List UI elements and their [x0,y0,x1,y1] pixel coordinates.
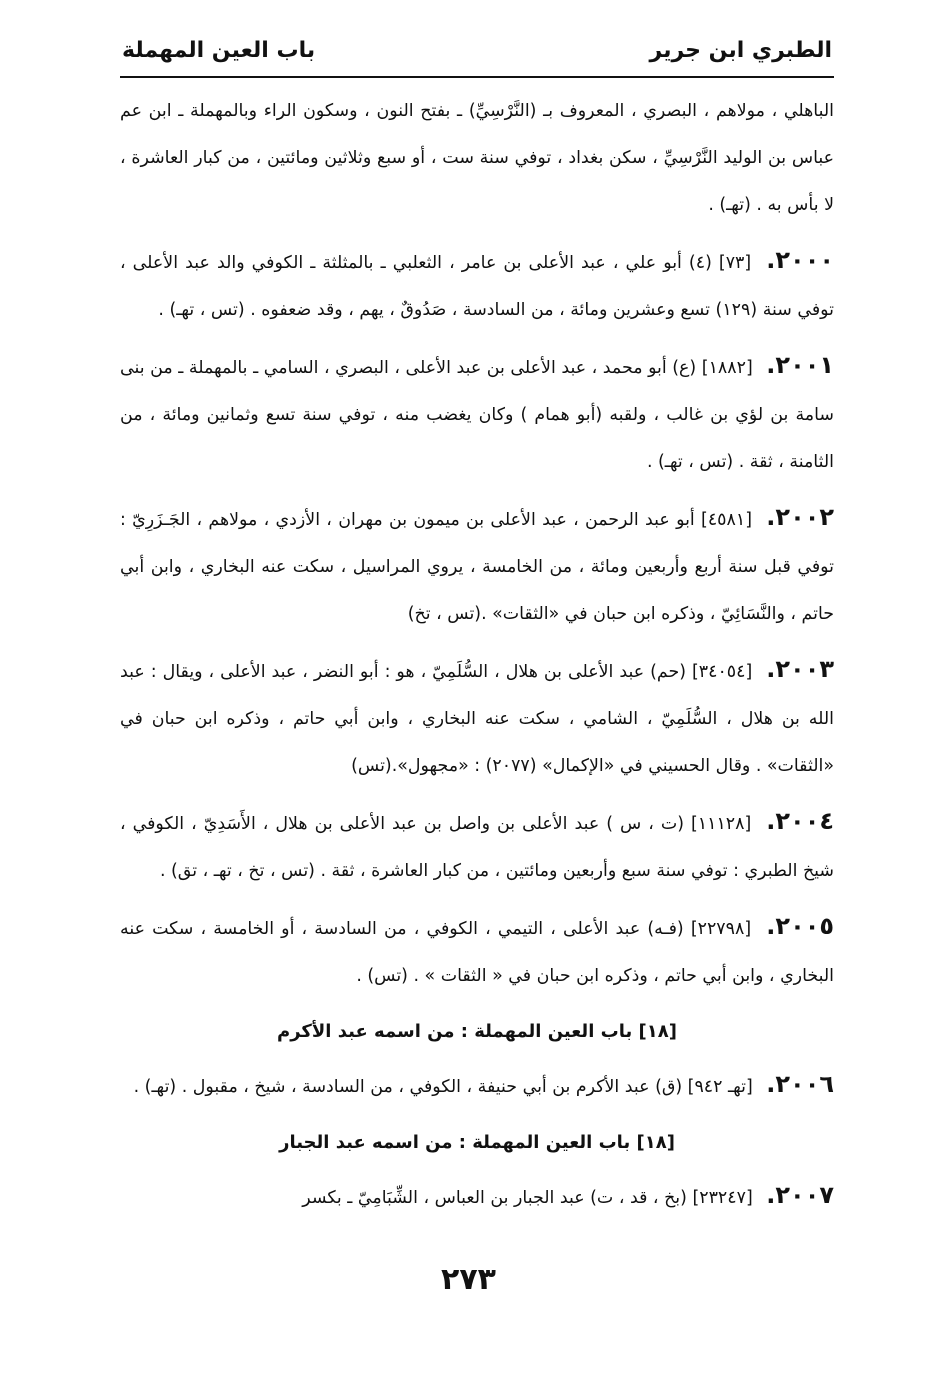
entry-number: ٢٠٠٧. [766,1181,834,1209]
page-number: ٢٧٣ [441,1262,496,1297]
entry-text: [٤٥٨١] أبو عبد الرحمن ، عبد الأعلى بن ميمون بن مهران ، الأزدي ، مولاهم ، الجَـزَرِيّ : توفي قبل سنة أربع وأربعين ومائة ، من الخامسة ، يروي المراسيل ، سكت عنه البخاري ، وابن أبي حاتم ، والنَّسَائِيّ ، وذكره ابن حبان في «الثقات» .(تس ، تخ) [120,510,834,624]
entry-number: ٢٠٠٤. [766,807,834,835]
entry-2003 [120,646,834,790]
entry-2002 [120,494,834,638]
entry-2007 [120,1172,834,1222]
page-body [120,88,834,1230]
header-divider [120,76,834,78]
entry-2000 [120,237,834,334]
entry-text: [٧٣] (٤) أبو علي ، عبد الأعلى بن عامر ، الثعلبي ـ بالمثلثة ـ الكوفي والد عبد الأعلى ، توفي سنة (١٢٩) تسع وعشرين ومائة ، من السادسة ، صَدُوقٌ ، يهم ، وقد ضعفوه . (تس ، تهـ) . [120,253,834,320]
entry-number: ٢٠٠٥. [766,912,835,940]
section-heading-abd-al-jabbar: [١٨] باب العين المهملة : من اسمه عبد الجبار [279,1132,675,1153]
continued-entry-text: الباهلي ، مولاهم ، البصري ، المعروف بـ (النَّرْسِيِّ) ـ بفتح النون ، وسكون الراء وبالمهملة ـ ابن عم عباس بن الوليد النَّرْسِيِّ ، سكن بغداد ، توفي سنة ست ، أو سبع وثلاثين ومائتين ، من كبار العاشرة ، لا بأس به . (تهـ) . [120,101,834,215]
running-title-right: الطبري ابن جرير [649,37,832,63]
entry-number: ٢٠٠٢. [766,503,835,531]
entry-2001 [120,342,834,486]
entry-number: ٢٠٠٦. [766,1070,834,1098]
entry-number: ٢٠٠١. [766,351,835,379]
entry-number: ٢٠٠٣. [766,655,834,683]
entry-text: [تهـ ٩٤٢] (ق) عبد الأكرم بن أبي حنيفة ، الكوفي ، من السادسة ، شيخ ، مقبول . (تهـ) . [133,1077,753,1097]
entry-2005 [120,903,834,1000]
entry-text: [٣٤٠٥٤] (حم) عبد الأعلى بن هلال ، السُّلَمِيّ ، هو : أبو النضر ، عبد الأعلى ، ويقال : عبد الله بن هلال ، السُّلَمِيّ ، الشامي ، سكت عنه البخاري ، وابن أبي حاتم ، وذكره ابن حبان في «الثقات» . وقال الحسيني في «الإكمال» (٢٠٧٧) : «مجهول».(تس) [120,662,834,776]
entry-2004 [120,798,834,895]
entry-text: [٢٣٢٤٧] (بخ ، قد ، ت) عبد الجبار بن العباس ، الشِّبَامِيّ ـ بكسر [302,1188,753,1208]
page-header [122,28,832,72]
entry-text: [١٨٨٢] (ع) أبو محمد ، عبد الأعلى بن عبد الأعلى ، البصري ، السامي ـ بالمهملة ـ من بنى سامة بن لؤي بن غالب ، ولقبه (أبو همام ) وكان يغضب منه ، توفي سنة تسع وثمانين ومائة ، من الثامنة ، ثقة . (تس ، تهـ) . [120,358,834,472]
section-heading-abd-al-akram: [١٨] باب العين المهملة : من اسمه عبد الأكرم [277,1021,677,1042]
entry-text: [٢٢٧٩٨] (فـه) عبد الأعلى ، التيمي ، الكوفي ، من السادسة ، أو الخامسة ، سكت عنه البخاري ، وابن أبي حاتم ، وذكره ابن حبان في « الثقات » . (تس) . [120,919,834,986]
entry-number: ٢٠٠٠. [766,246,834,274]
entry-text: [١١١٢٨] (ت ، س ) عبد الأعلى بن واصل بن عبد الأعلى بن هلال ، الأَسَدِيّ ، الكوفي ، شيخ الطبري : توفي سنة سبع وأربعين ومائتين ، من كبار العاشرة ، ثقة . (تس ، تخ ، تهـ ، تق) . [120,814,834,881]
running-title-left: باب العين المهملة [122,37,316,63]
entry-2006 [120,1061,834,1111]
